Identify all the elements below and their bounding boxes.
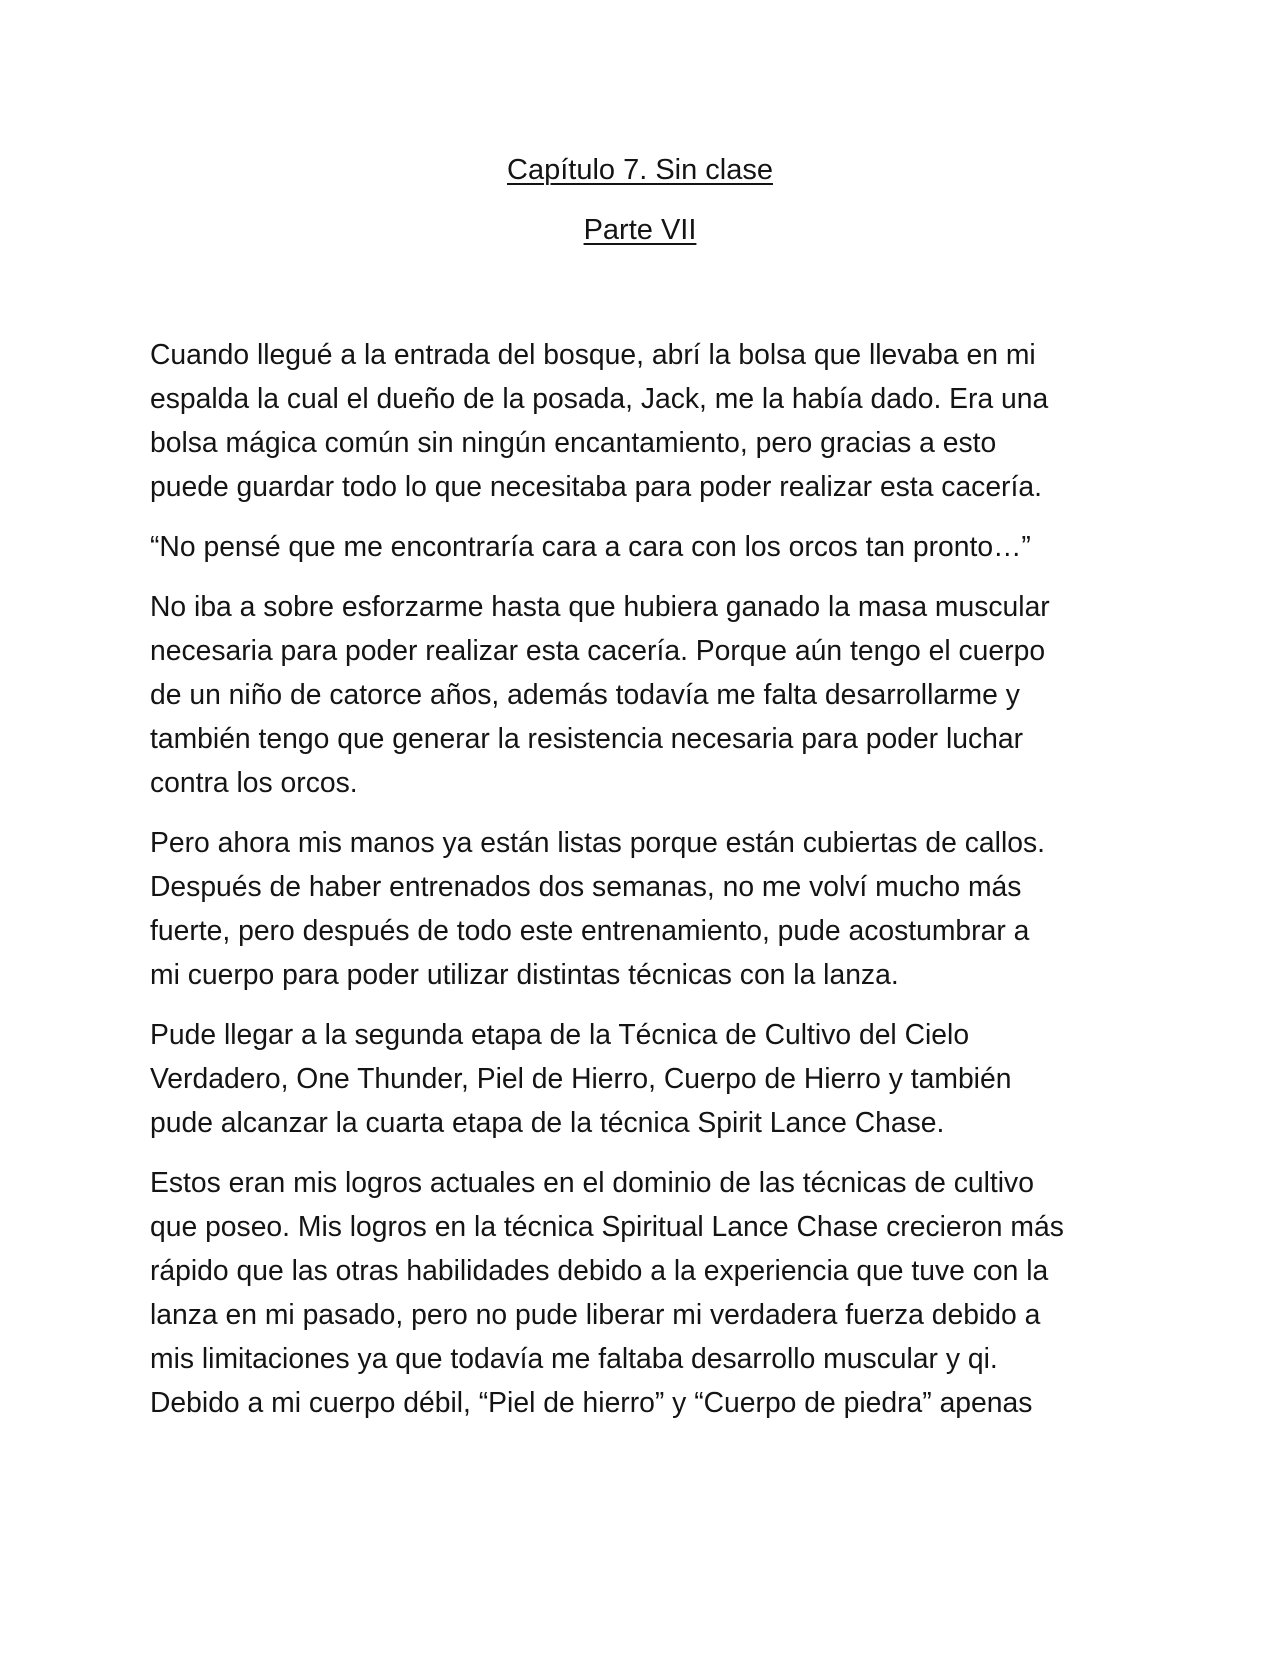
text-line: mis limitaciones ya que todavía me faltaba desarrollo muscular y qi.	[150, 1342, 998, 1374]
part-title: Parte VII	[583, 214, 697, 246]
paragraph-4	[150, 820, 1130, 996]
text-line: Después de haber entrenados dos semanas, no me volví mucho más	[150, 870, 1022, 902]
text-line: mi cuerpo para poder utilizar distintas técnicas con la lanza.	[150, 958, 899, 990]
text-line: puede guardar todo lo que necesitaba para poder realizar esta cacería.	[150, 470, 1042, 502]
text-line: que poseo. Mis logros en la técnica Spiritual Lance Chase crecieron más	[150, 1210, 1064, 1242]
paragraph-6	[150, 1160, 1130, 1424]
paragraph-2	[150, 524, 1130, 568]
text-line: necesaria para poder realizar esta cacería. Porque aún tengo el cuerpo	[150, 634, 1046, 666]
text-line: pude alcanzar la cuarta etapa de la técnica Spirit Lance Chase.	[150, 1106, 945, 1138]
text-line: No iba a sobre esforzarme hasta que hubiera ganado la masa muscular	[150, 590, 1050, 622]
text-line: bolsa mágica común sin ningún encantamiento, pero gracias a esto	[150, 426, 997, 458]
text-line: rápido que las otras habilidades debido a la experiencia que tuve con la	[150, 1254, 1049, 1286]
text-line: también tengo que generar la resistencia necesaria para poder luchar	[150, 722, 1024, 754]
text-line: “No pensé que me encontraría cara a cara con los orcos tan pronto…”	[150, 530, 1031, 562]
text-line: contra los orcos.	[150, 766, 358, 798]
text-line: Pero ahora mis manos ya están listas porque están cubiertas de callos.	[150, 826, 1045, 858]
chapter-title: Capítulo 7. Sin clase	[507, 154, 773, 186]
text-line: Verdadero, One Thunder, Piel de Hierro, Cuerpo de Hierro y también	[150, 1062, 1012, 1094]
text-line: Debido a mi cuerpo débil, “Piel de hierro” y “Cuerpo de piedra” apenas	[150, 1386, 1033, 1418]
text-line: Pude llegar a la segunda etapa de la Técnica de Cultivo del Cielo	[150, 1018, 970, 1050]
text-line: fuerte, pero después de todo este entrenamiento, pude acostumbrar a	[150, 914, 1030, 946]
paragraph-3	[150, 584, 1130, 804]
paragraph-5	[150, 1012, 1130, 1144]
text-line: de un niño de catorce años, además todavía me falta desarrollarme y	[150, 678, 1020, 710]
body-text	[150, 332, 1130, 1440]
text-line: espalda la cual el dueño de la posada, Jack, me la había dado. Era una	[150, 382, 1049, 414]
text-line: Cuando llegué a la entrada del bosque, abrí la bolsa que llevaba en mi	[150, 338, 1036, 370]
text-line: lanza en mi pasado, pero no pude liberar mi verdadera fuerza debido a	[150, 1298, 1041, 1330]
text-line: Estos eran mis logros actuales en el dominio de las técnicas de cultivo	[150, 1166, 1034, 1198]
paragraph-1	[150, 332, 1130, 508]
